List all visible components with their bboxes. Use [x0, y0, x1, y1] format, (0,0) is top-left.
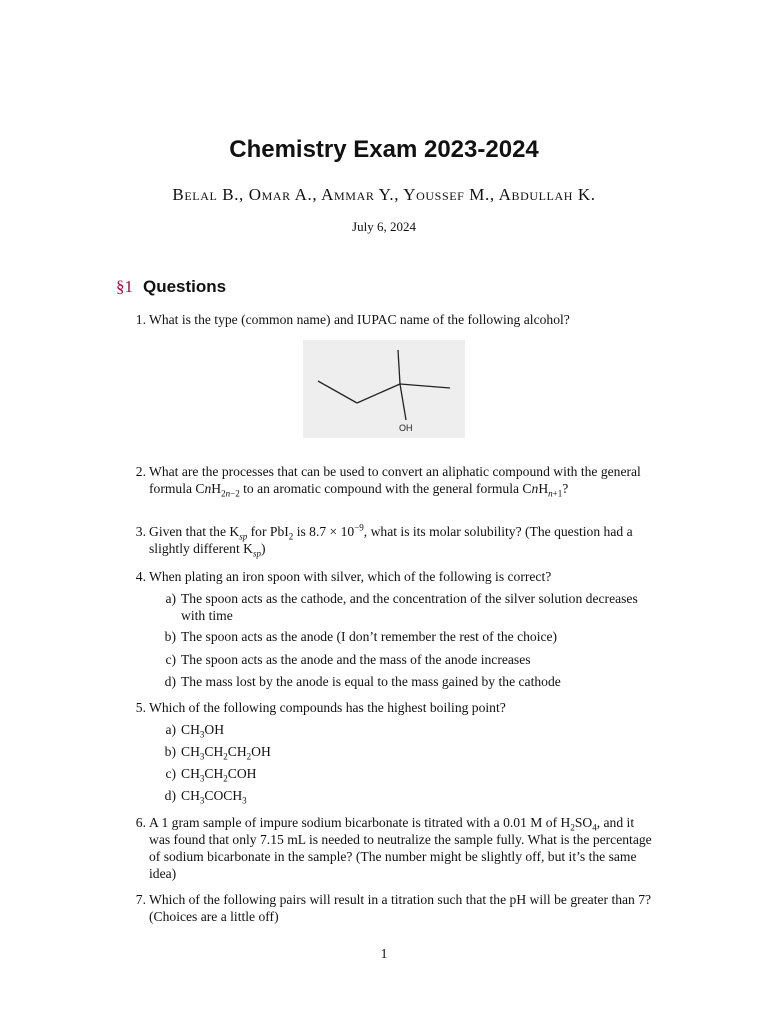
- question-5: [116, 699, 656, 716]
- question-text: Which of the following pairs will result in a titration such that the pH will be greater than 7? (Choices are a little off): [149, 892, 652, 924]
- alcohol-structure-diagram: [303, 340, 465, 438]
- option-d: d) $CH_3COCH_3$: [164, 788, 247, 806]
- question-number: 6.: [135, 815, 146, 830]
- question-text: What is the type (common name) and IUPAC name of the following alcohol?: [149, 312, 570, 327]
- question-number: 4.: [135, 569, 146, 584]
- question-7: [116, 891, 656, 925]
- question-2: [116, 463, 656, 497]
- question-number: 5.: [135, 700, 146, 715]
- option-d: d) The mass lost by the anode is equal to the mass gained by the cathode: [164, 674, 561, 689]
- question-text: When plating an iron spoon with silver, which of the following is correct?: [149, 569, 552, 584]
- section-heading: [116, 277, 226, 297]
- option-b: b) $CH_3CH_2CH_2OH$: [164, 744, 271, 762]
- question-text: A 1 gram sample of impure sodium bicarbonate is titrated with a 0.01 M of $H_2SO_4$, and it was found that only 7.15 mL is needed to neutralize the sample fully. What is the percentage of sodium bicarbonate in the sample? (The number might be slightly off, but it’s the same idea): [149, 815, 652, 881]
- author-list: Belal B., Omar A., Ammar Y., Youssef M., Abdullah K.: [172, 185, 596, 204]
- question-4: [116, 568, 656, 585]
- hydroxyl-label: OH: [399, 423, 413, 433]
- option-b: b) The spoon acts as the anode (I don’t remember the rest of the choice): [164, 629, 558, 644]
- question-text: What are the processes that can be used to convert an aliphatic compound with the general formula CnH$_{2n-2}$ to an aromatic compound with the general formula CnH$_{n+1}$?: [149, 464, 641, 499]
- question-number: 1.: [135, 312, 146, 327]
- page-number: 1: [380, 946, 388, 961]
- question-text: Which of the following compounds has the highest boiling point?: [149, 700, 506, 715]
- question-3: [116, 523, 656, 557]
- section-number: §1: [116, 277, 133, 296]
- option-a: a) $CH_3OH$: [165, 722, 225, 740]
- question-number: 7.: [135, 892, 146, 907]
- option-c: c) $CH_3CH_2COH$: [165, 766, 257, 784]
- option-c: c) The spoon acts as the anode and the mass of the anode increases: [165, 652, 531, 667]
- skeletal-formula: [303, 340, 465, 438]
- option-a: a) The spoon acts as the cathode, and the concentration of the silver solution decreases with time: [165, 591, 638, 623]
- section-title: Questions: [143, 277, 227, 296]
- question-text: Given that the $K_{sp}$ for PbI$_2$ is $8.7 \times 10^{-9}$, what is its molar solubility? (The question had a slightly different $K_{sp}$): [149, 522, 633, 559]
- question-1: [116, 311, 656, 328]
- question-number: 2.: [135, 464, 146, 479]
- document-date: July 6, 2024: [352, 219, 416, 234]
- question-number: 3.: [135, 524, 146, 539]
- question-6: [116, 814, 656, 882]
- document-title: Chemistry Exam 2023-2024: [229, 136, 539, 163]
